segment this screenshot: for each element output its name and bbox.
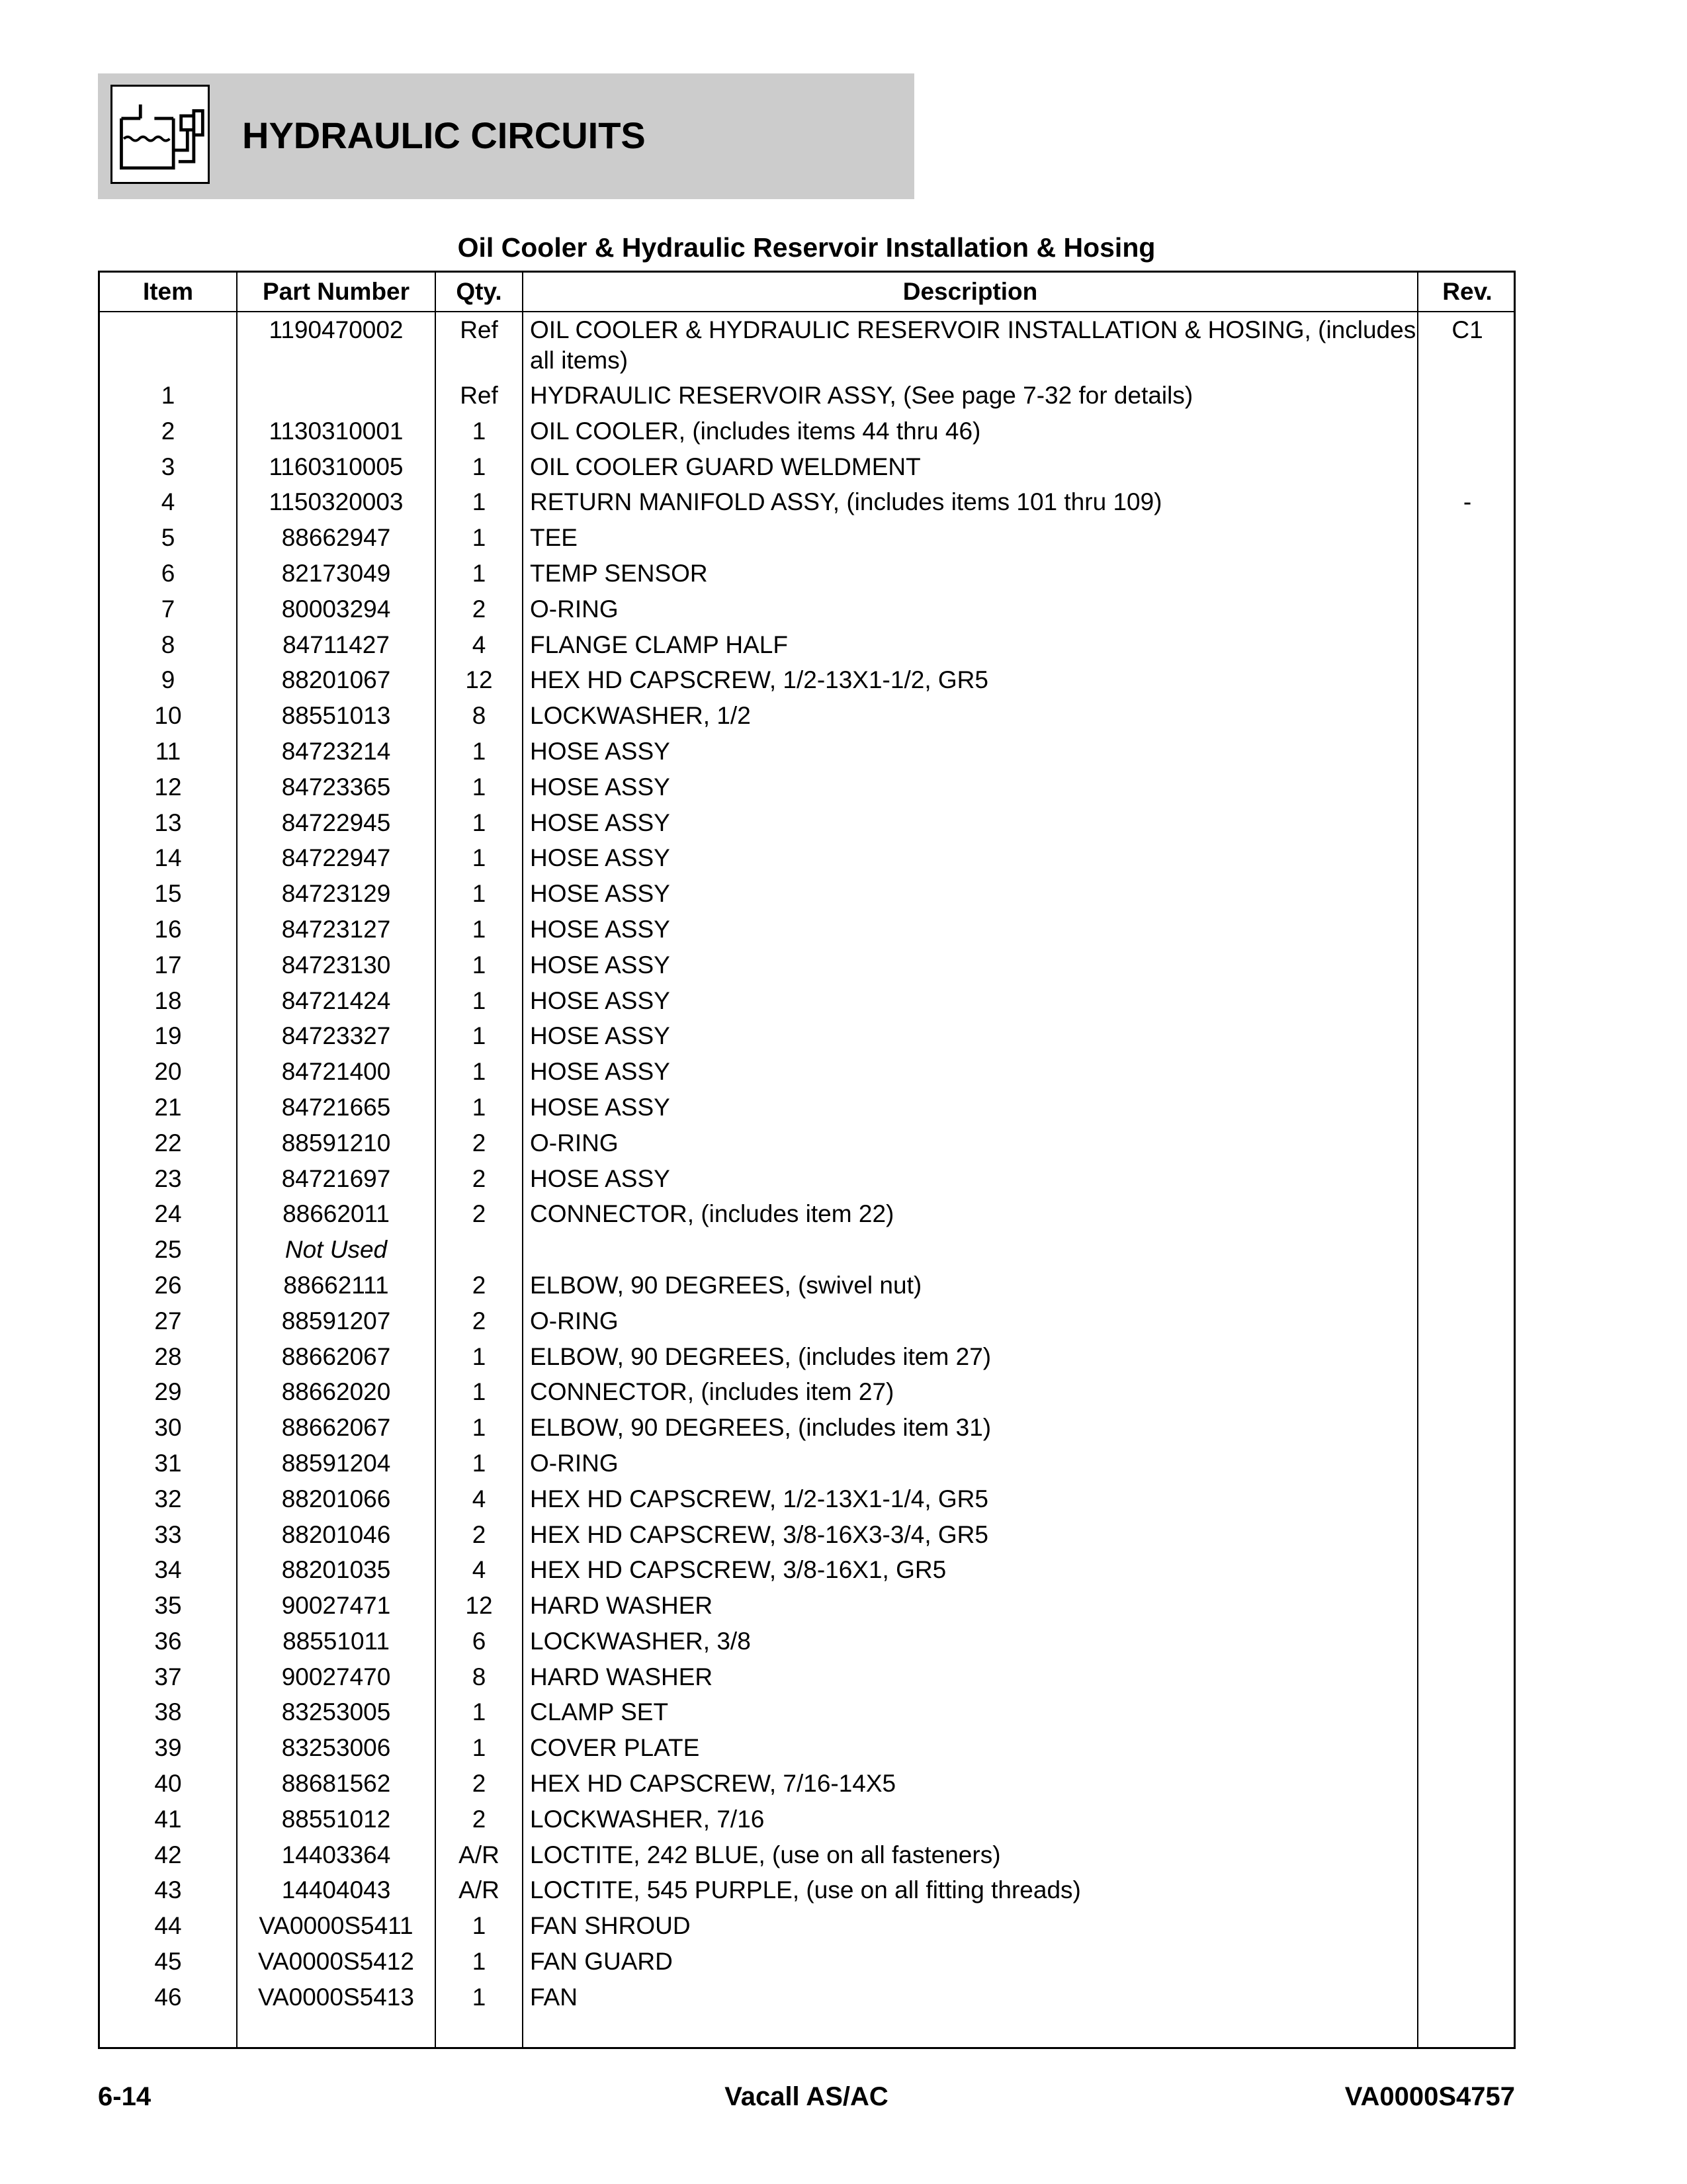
item-cell: 17 (154, 951, 182, 979)
part-number-cell: 14403364 (281, 1841, 391, 1868)
part-number-cell: 82173049 (281, 559, 391, 587)
table-row (100, 1662, 1514, 1698)
description-cell: HEX HD CAPSCREW, 3/8-16X3-3/4, GR5 (530, 1520, 988, 1548)
item-cell: 36 (154, 1627, 182, 1655)
description-cell: FAN SHROUD (530, 1912, 691, 1940)
item-cell: 16 (154, 915, 182, 943)
part-number-cell: 88662067 (281, 1342, 391, 1370)
table-row (100, 1306, 1514, 1342)
part-number-cell: 88662947 (281, 524, 391, 552)
qty-cell: 2 (472, 1805, 486, 1833)
item-cell: 43 (154, 1876, 182, 1904)
column-header-description: Description (902, 278, 1038, 305)
description-cell: HARD WASHER (530, 1592, 713, 1620)
hydraulic-reservoir-icon (110, 85, 210, 184)
item-cell: 31 (154, 1449, 182, 1477)
item-cell: 13 (154, 808, 182, 836)
qty-cell: A/R (458, 1876, 499, 1904)
part-number-cell: 80003294 (281, 595, 391, 623)
table-row (100, 1555, 1514, 1591)
table-title: Oil Cooler & Hydraulic Reservoir Installation & Hosing (457, 232, 1156, 263)
table-row (100, 1626, 1514, 1662)
qty-cell: 2 (472, 595, 486, 623)
item-cell: 29 (154, 1378, 182, 1406)
part-number-cell: 84721424 (281, 986, 391, 1014)
table-row (100, 594, 1514, 630)
description-cell: LOCKWASHER, 7/16 (530, 1805, 765, 1833)
part-number-cell: 1160310005 (269, 453, 404, 480)
qty-cell: 1 (472, 773, 486, 801)
part-number-cell: 88591207 (281, 1307, 391, 1334)
qty-cell: 1 (472, 1058, 486, 1086)
part-number-cell: 88591204 (281, 1449, 391, 1477)
qty-cell: 4 (472, 1485, 486, 1512)
part-number-cell: 90027471 (281, 1592, 391, 1620)
part-number-cell: 84711427 (282, 631, 390, 658)
item-cell: 2 (161, 417, 175, 445)
qty-cell: 1 (472, 1734, 486, 1762)
table-row (100, 808, 1514, 844)
description-cell: OIL COOLER & HYDRAULIC RESERVOIR INSTALLATION & HOSING, (includes all items) (530, 316, 1416, 374)
item-cell: 39 (154, 1734, 182, 1762)
item-cell: 22 (154, 1129, 182, 1157)
table-row (100, 1057, 1514, 1092)
description-cell: FLANGE CLAMP HALF (530, 631, 788, 658)
table-row (100, 914, 1514, 950)
description-cell: ELBOW, 90 DEGREES, (includes item 27) (530, 1342, 992, 1370)
qty-cell: 1 (472, 737, 486, 765)
item-cell: 9 (161, 666, 175, 694)
column-header-qty: Qty. (456, 278, 502, 305)
part-number-cell: 14404043 (281, 1876, 391, 1904)
table-row (100, 1270, 1514, 1306)
description-cell: OIL COOLER GUARD WELDMENT (530, 453, 921, 480)
item-cell: 30 (154, 1414, 182, 1442)
section-title: HYDRAULIC CIRCUITS (242, 114, 646, 156)
table-row (100, 1199, 1514, 1235)
item-cell: 28 (154, 1342, 182, 1370)
description-cell: HEX HD CAPSCREW, 3/8-16X1, GR5 (530, 1556, 947, 1584)
item-cell: 20 (154, 1058, 182, 1086)
description-cell: HOSE ASSY (530, 1022, 670, 1050)
page-number: 6-14 (98, 2082, 151, 2111)
table-row (100, 558, 1514, 594)
item-cell: 37 (154, 1663, 182, 1690)
table-row (100, 1413, 1514, 1448)
part-number-cell: 84723127 (281, 915, 391, 943)
description-cell: HOSE ASSY (530, 808, 670, 836)
table-row (100, 1982, 1514, 2018)
qty-cell: 8 (472, 1663, 486, 1690)
item-cell: 40 (154, 1770, 182, 1798)
description-cell: HOSE ASSY (530, 844, 670, 872)
part-number-cell: 84723327 (281, 1022, 391, 1050)
item-cell: 19 (154, 1022, 182, 1050)
description-cell: HEX HD CAPSCREW, 1/2-13X1-1/2, GR5 (530, 666, 988, 694)
part-number-cell: VA0000S5413 (258, 1983, 414, 2011)
description-cell: FAN GUARD (530, 1948, 673, 1976)
item-cell: 27 (154, 1307, 182, 1334)
part-number-cell: 88681562 (281, 1770, 391, 1798)
part-number-cell: 88201046 (281, 1520, 391, 1548)
item-cell: 1 (161, 382, 175, 409)
description-cell: HARD WASHER (530, 1663, 713, 1690)
table-body (100, 315, 1514, 2018)
part-number-cell: 84723130 (281, 951, 391, 979)
table-row (100, 665, 1514, 701)
part-number-cell: 1130310001 (269, 417, 404, 445)
table-row (100, 1377, 1514, 1413)
description-cell: TEE (530, 524, 578, 552)
rev-cell: - (1463, 488, 1472, 516)
item-cell: 5 (161, 524, 175, 552)
item-cell: 25 (154, 1236, 182, 1264)
qty-cell: 1 (472, 1912, 486, 1940)
description-cell: HOSE ASSY (530, 1093, 670, 1121)
part-number-cell: 88662111 (283, 1271, 389, 1299)
part-number-cell: 84722945 (281, 808, 391, 836)
table-row (100, 1128, 1514, 1164)
description-cell: TEMP SENSOR (530, 559, 708, 587)
item-cell: 14 (154, 844, 182, 872)
part-number-cell: 84723129 (281, 880, 391, 908)
item-cell: 38 (154, 1698, 182, 1726)
qty-cell: 1 (472, 1414, 486, 1442)
qty-cell: 8 (472, 702, 486, 730)
part-number-cell: 1190470002 (269, 316, 404, 343)
description-cell: FAN (530, 1983, 578, 2011)
table-row (100, 1769, 1514, 1804)
qty-cell: 2 (472, 1200, 486, 1228)
qty-cell: 1 (472, 417, 486, 445)
table-row (100, 1875, 1514, 1911)
qty-cell: Ref (460, 382, 498, 409)
item-cell: 8 (161, 631, 175, 658)
description-cell: O-RING (530, 1449, 619, 1477)
parts-table (98, 271, 1516, 2049)
table-row (100, 1733, 1514, 1769)
item-cell: 12 (154, 773, 182, 801)
qty-cell: 1 (472, 524, 486, 552)
table-row (100, 487, 1514, 523)
item-cell: 33 (154, 1520, 182, 1548)
qty-cell: 2 (472, 1271, 486, 1299)
table-row (100, 950, 1514, 986)
part-number-cell: 84723214 (281, 737, 391, 765)
column-header-part-number: Part Number (262, 278, 410, 305)
table-row (100, 452, 1514, 488)
description-cell: HOSE ASSY (530, 1058, 670, 1086)
table-row (100, 1448, 1514, 1484)
description-cell: HOSE ASSY (530, 951, 670, 979)
description-cell: HEX HD CAPSCREW, 7/16-14X5 (530, 1770, 896, 1798)
description-cell: HOSE ASSY (530, 737, 670, 765)
table-row (100, 1840, 1514, 1876)
item-cell: 44 (154, 1912, 182, 1940)
qty-cell: 2 (472, 1307, 486, 1334)
item-cell: 23 (154, 1164, 182, 1192)
product-name: Vacall AS/AC (724, 2082, 888, 2111)
part-number-cell: 84721665 (281, 1093, 391, 1121)
item-cell: 10 (154, 702, 182, 730)
qty-cell: 2 (472, 1164, 486, 1192)
qty-cell: Ref (460, 316, 498, 343)
table-row (100, 1946, 1514, 1982)
item-cell: 42 (154, 1841, 182, 1868)
item-cell: 34 (154, 1556, 182, 1584)
qty-cell: 1 (472, 453, 486, 480)
qty-cell: 1 (472, 1093, 486, 1121)
table-row (100, 843, 1514, 879)
item-cell: 41 (154, 1805, 182, 1833)
part-number-cell: 88662067 (281, 1414, 391, 1442)
description-cell: CONNECTOR, (includes item 22) (530, 1200, 894, 1228)
description-cell: HOSE ASSY (530, 773, 670, 801)
part-number-cell: 88201035 (281, 1556, 391, 1584)
description-cell: LOCKWASHER, 3/8 (530, 1627, 751, 1655)
qty-cell: 1 (472, 951, 486, 979)
table-row (100, 1520, 1514, 1555)
table-row (100, 630, 1514, 666)
description-cell: O-RING (530, 1129, 619, 1157)
part-number-cell: 88591210 (281, 1129, 391, 1157)
part-number-cell: 84721400 (281, 1058, 391, 1086)
description-cell: CONNECTOR, (includes item 27) (530, 1378, 894, 1406)
description-cell: LOCTITE, 242 BLUE, (use on all fasteners) (530, 1841, 1001, 1868)
qty-cell: 1 (472, 880, 486, 908)
table-row (100, 986, 1514, 1022)
qty-cell: 1 (472, 844, 486, 872)
qty-cell: 4 (472, 1556, 486, 1584)
part-number-cell: 84721697 (281, 1164, 391, 1192)
item-cell: 32 (154, 1485, 182, 1512)
part-number-cell: 88201066 (281, 1485, 391, 1512)
table-row (100, 523, 1514, 558)
item-cell: 15 (154, 880, 182, 908)
document-number: VA0000S4757 (1344, 2082, 1515, 2111)
item-cell: 21 (154, 1093, 182, 1121)
description-cell: LOCTITE, 545 PURPLE, (use on all fitting threads) (530, 1876, 1081, 1904)
item-cell: 35 (154, 1592, 182, 1620)
description-cell: ELBOW, 90 DEGREES, (includes item 31) (530, 1414, 992, 1442)
table-row (100, 736, 1514, 772)
qty-cell: 12 (465, 666, 493, 694)
table-row (100, 1342, 1514, 1377)
item-cell: 11 (155, 737, 181, 765)
qty-cell: 2 (472, 1520, 486, 1548)
item-cell: 6 (161, 559, 175, 587)
table-row (100, 1911, 1514, 1946)
table-row (100, 879, 1514, 914)
description-cell: O-RING (530, 595, 619, 623)
table-row (100, 1804, 1514, 1840)
description-cell: COVER PLATE (530, 1734, 700, 1762)
description-cell: HEX HD CAPSCREW, 1/2-13X1-1/4, GR5 (530, 1485, 988, 1512)
qty-cell: 1 (472, 1022, 486, 1050)
part-number-cell: 84722947 (281, 844, 391, 872)
item-cell: 26 (154, 1271, 182, 1299)
qty-cell: 1 (472, 1378, 486, 1406)
part-number-cell: 83253005 (281, 1698, 391, 1726)
qty-cell: 6 (472, 1627, 486, 1655)
description-cell: ELBOW, 90 DEGREES, (swivel nut) (530, 1271, 922, 1299)
qty-cell: A/R (458, 1841, 499, 1868)
part-number-cell: 90027470 (281, 1663, 391, 1690)
part-number-cell: 88551012 (281, 1805, 391, 1833)
qty-cell: 1 (472, 488, 486, 516)
qty-cell: 2 (472, 1129, 486, 1157)
item-cell: 4 (161, 488, 175, 516)
qty-cell: 1 (472, 1449, 486, 1477)
part-number-cell: 88201067 (281, 666, 391, 694)
qty-cell: 1 (472, 1948, 486, 1976)
description-cell: O-RING (530, 1307, 619, 1334)
item-cell: 24 (154, 1200, 182, 1228)
table-row (100, 1092, 1514, 1128)
description-cell: HOSE ASSY (530, 986, 670, 1014)
table-header-row (100, 273, 1514, 311)
item-cell: 3 (161, 453, 175, 480)
qty-cell: 1 (472, 986, 486, 1014)
table-row (100, 315, 1514, 380)
qty-cell: 1 (472, 1983, 486, 2011)
description-cell: HOSE ASSY (530, 1164, 670, 1192)
table-row (100, 1697, 1514, 1733)
table-row (100, 1591, 1514, 1626)
qty-cell: 4 (472, 631, 486, 658)
item-cell: 46 (154, 1983, 182, 2011)
qty-cell: 1 (472, 559, 486, 587)
item-cell: 18 (154, 986, 182, 1014)
description-cell: CLAMP SET (530, 1698, 669, 1726)
header-divider (100, 311, 1514, 312)
table-row (100, 380, 1514, 416)
description-cell: RETURN MANIFOLD ASSY, (includes items 101 thru 109) (530, 488, 1162, 516)
part-number-cell: 1150320003 (269, 488, 404, 516)
table-row (100, 1164, 1514, 1200)
table-row (100, 772, 1514, 808)
part-number-cell: VA0000S5412 (258, 1948, 414, 1976)
description-cell: HYDRAULIC RESERVOIR ASSY, (See page 7-32 for details) (530, 382, 1193, 409)
table-row (100, 701, 1514, 736)
rev-cell: C1 (1451, 316, 1483, 343)
table-row (100, 416, 1514, 452)
qty-cell: 1 (472, 915, 486, 943)
description-cell: LOCKWASHER, 1/2 (530, 702, 751, 730)
part-number-cell: VA0000S5411 (259, 1912, 413, 1940)
qty-cell: 1 (472, 1342, 486, 1370)
part-number-cell: 88551013 (281, 702, 391, 730)
description-cell: HOSE ASSY (530, 880, 670, 908)
qty-cell: 1 (472, 808, 486, 836)
column-header-item: Item (142, 278, 194, 305)
part-number-cell: Not Used (284, 1236, 388, 1264)
table-row (100, 1235, 1514, 1270)
item-cell: 45 (154, 1948, 182, 1976)
part-number-cell: 83253006 (281, 1734, 391, 1762)
description-cell: OIL COOLER, (includes items 44 thru 46) (530, 417, 981, 445)
table-row (100, 1021, 1514, 1057)
item-cell: 7 (161, 595, 175, 623)
description-cell: HOSE ASSY (530, 915, 670, 943)
part-number-cell: 84723365 (281, 773, 391, 801)
qty-cell: 1 (472, 1698, 486, 1726)
table-row (100, 1484, 1514, 1520)
part-number-cell: 88662011 (282, 1200, 390, 1228)
part-number-cell: 88662020 (281, 1378, 391, 1406)
qty-cell: 12 (465, 1592, 493, 1620)
part-number-cell: 88551011 (282, 1627, 390, 1655)
qty-cell: 2 (472, 1770, 486, 1798)
column-header-rev: Rev. (1442, 278, 1492, 305)
